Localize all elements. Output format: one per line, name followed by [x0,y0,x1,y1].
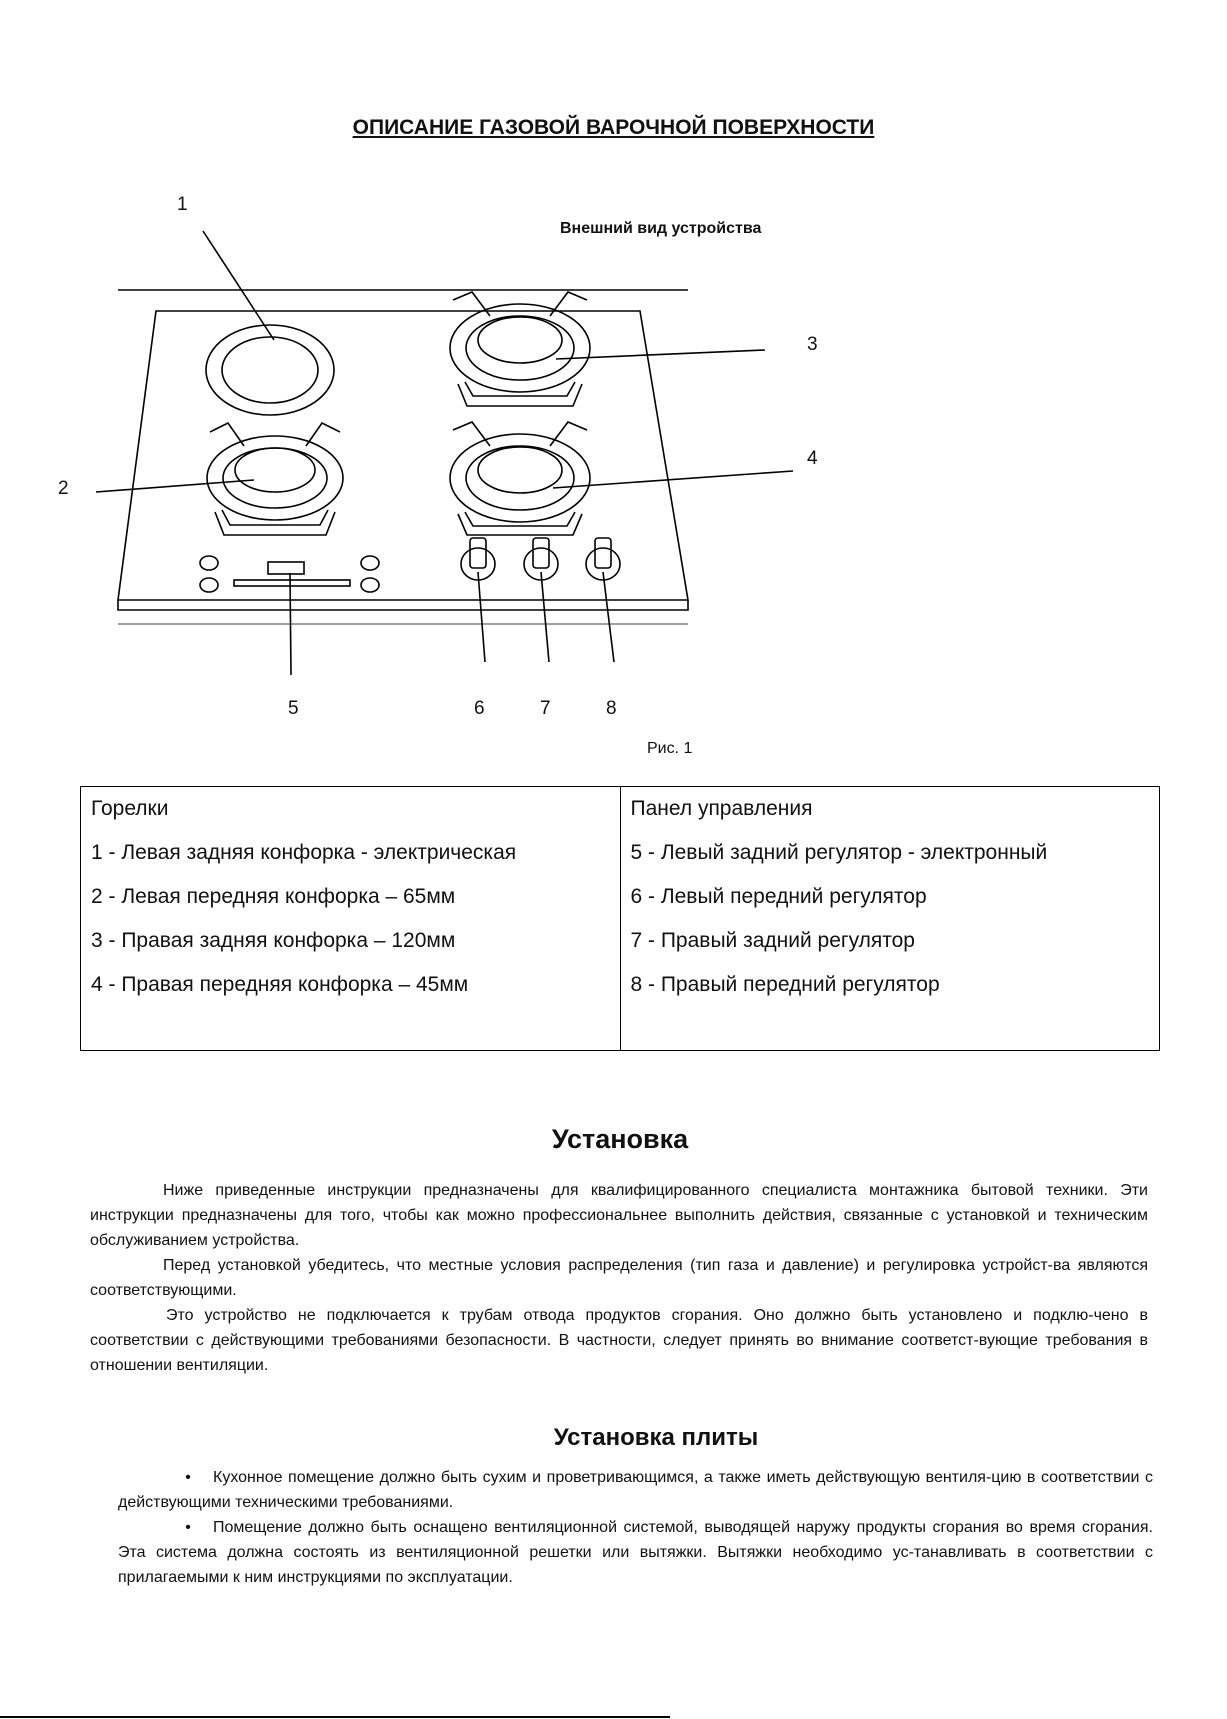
figure-label: Рис. 1 [647,740,693,757]
figure-caption: Внешний вид устройства [560,220,762,237]
hob-front-edge [118,600,688,610]
callout-8: 8 [606,698,617,719]
footer-rule [0,1716,670,1718]
legend-item: 7 - Правый задний регулятор [630,929,915,952]
leader-line-8 [603,572,614,662]
leader-line-1 [203,231,274,340]
callout-6: 6 [474,698,485,719]
legend-item: 4 - Правая передняя конфорка – 45мм [91,973,469,996]
callout-2: 2 [58,478,69,499]
hob-diagram [0,0,1227,720]
callout-4: 4 [807,448,818,469]
leader-line-7 [541,572,549,662]
paragraph: Ниже приведенные инструкции предназначены для квалифицированного специалиста монтажника бытовой техники. Эти инструкции предназначены для того, чтобы как можно профессиональнее выполнить действия, связанные с установкой и техническим обслуживанием устройства. [90,1182,1148,1249]
stove-installation-heading: Установка плиты [553,1424,759,1451]
leader-line-6 [478,572,485,662]
leader-line-5 [290,573,291,675]
legend-burners-header: Горелки [91,797,169,820]
legend-burners-column [81,787,621,1051]
installation-text [90,1178,1148,1378]
stove-installation-list [118,1465,1153,1590]
legend-table [80,786,1160,1051]
legend-item: 2 - Левая передняя конфорка – 65мм [91,885,456,908]
legend-item: 6 - Левый передний регулятор [630,885,927,908]
leader-line-2 [96,480,254,492]
callout-5: 5 [288,698,299,719]
gas-burner-rear-left-icon [207,423,343,535]
paragraph: Это устройство не подключается к трубам отвода продуктов сгорания. Оно должно быть установлено и подклю-чено в соответствии с действующими требованиями безопасности. В частности, следует принять во внимание соответст-вующие требования в отношении вентиляции. [90,1307,1148,1374]
leader-line-3 [556,350,765,359]
legend-item: 8 - Правый передний регулятор [630,973,940,996]
callout-1: 1 [177,194,188,215]
callout-3: 3 [807,334,818,355]
legend-item: 5 - Левый задний регулятор - электронный [630,841,1048,864]
legend-panel-header: Панел управления [630,797,813,820]
list-item-text: Кухонное помещение должно быть сухим и проветривающимся, а также иметь действующую вентиля-цию в соответствии с действующими техническими требованиями. [118,1469,1153,1511]
legend-item: 1 - Левая задняя конфорка - электрическая [91,841,517,864]
paragraph: Перед установкой убедитесь, что местные условия распределения (тип газа и давление) и регулировка устройст-ва являются соответствующими. [90,1257,1148,1299]
electric-burner-icon [206,325,334,415]
gas-burner-front-right-icon [450,422,590,535]
list-item [118,1465,1153,1515]
callout-7: 7 [540,698,551,719]
installation-heading: Установка [551,1124,689,1154]
page-title: ОПИСАНИЕ ГАЗОВОЙ ВАРОЧНОЙ ПОВЕРХНОСТИ [352,116,875,139]
list-item-text: Помещение должно быть оснащено вентиляционной системой, выводящей наружу продукты сгорания во время сгорания. Эта система должна состоять из вентиляционной решетки или вытяжки. Вытяжки необходимо ус-танавливать в соответствии с прилагаемыми к ним инструкциями по эксплуатации. [118,1519,1153,1586]
legend-item: 3 - Правая задняя конфорка – 120мм [91,929,456,952]
bullet-icon: • [185,1519,191,1536]
gas-burner-rear-right-icon [450,292,590,406]
bullet-icon: • [185,1469,191,1486]
list-item [118,1515,1153,1590]
legend-panel-column [620,787,1160,1051]
